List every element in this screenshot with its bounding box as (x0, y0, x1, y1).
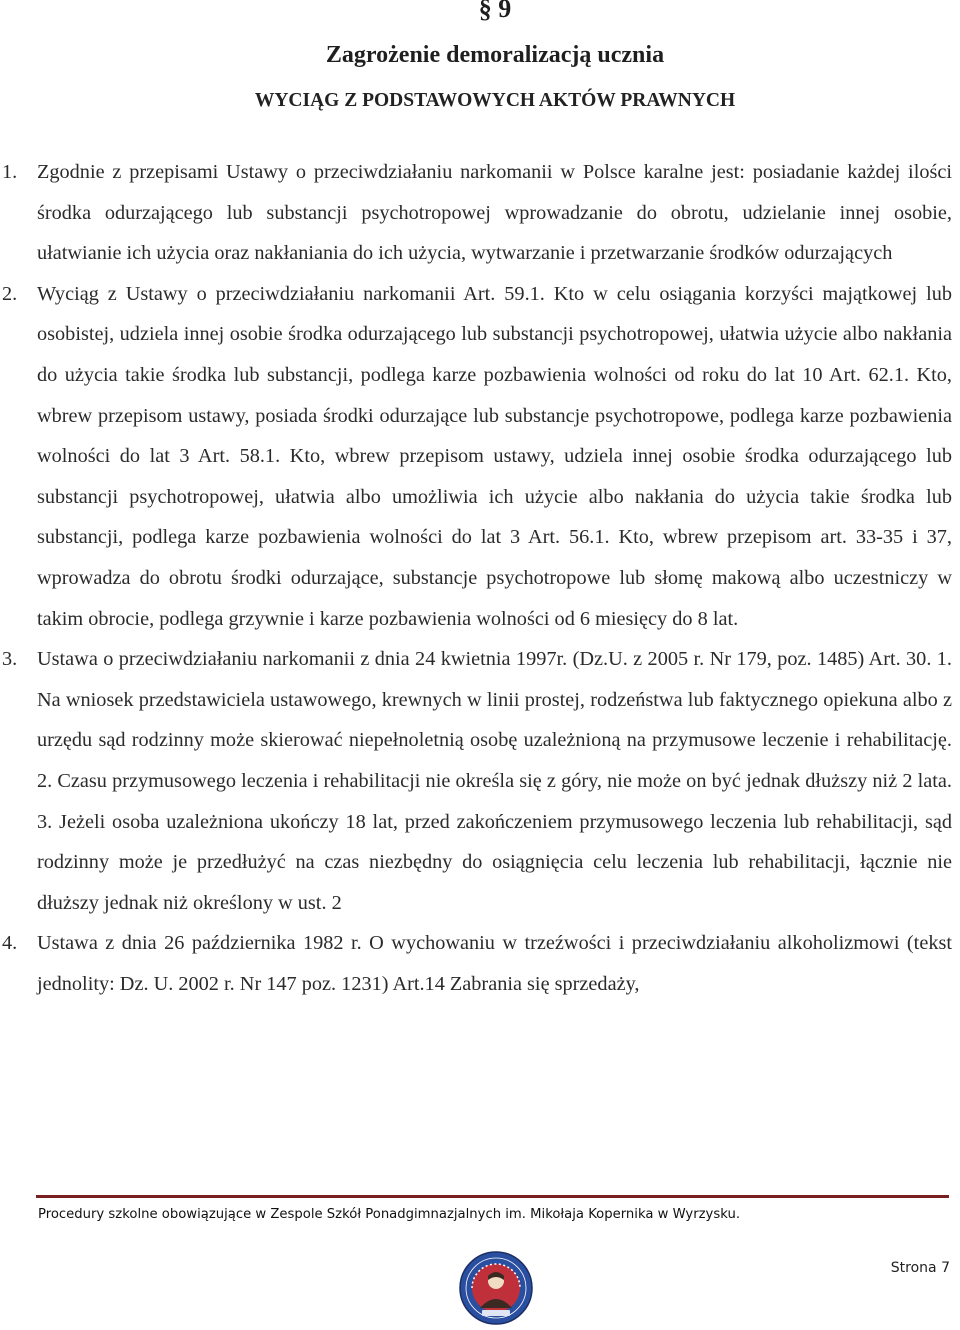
list-item-number: 3. (2, 648, 18, 671)
list-item-number: 1. (2, 161, 18, 183)
document-body (0, 152, 952, 1004)
list-item-text: Ustawa z dnia 26 października 1982 r. O wychowaniu w trzeźwości i przeciwdziałaniu alkoholizmowi (tekst jednolity: Dz. U. 2002 r. Nr 147 poz. 1231) Art.14 Zabrania się sprzedaży, (37, 932, 952, 995)
list-item-number: 2. (2, 282, 18, 305)
list-item (0, 152, 952, 274)
footer-text: Procedury szkolne obowiązujące w Zespole Szkół Ponadgimnazjalnych im. Mikołaja Kopernika w Wyrzysku. (38, 1207, 741, 1222)
school-seal-icon (458, 1250, 534, 1326)
section-number: § 9 (478, 0, 512, 23)
page-title: Zagrożenie demoralizacją ucznia (325, 42, 665, 68)
page-subtitle: WYCIĄG Z PODSTAWOWYCH AKTÓW PRAWNYCH (254, 90, 736, 111)
page-number: Strona 7 (890, 1260, 950, 1276)
list-item-text: Wyciąg z Ustawy o przeciwdziałaniu narkomanii Art. 59.1. Kto w celu osiągania korzyści majątkowej lub osobistej, udziela innej osobie środka odurzającego lub substancji psychotropowej, ułatwia użycie albo nakłania do użycia takie środka lub substancji, podlega karze pozbawienia wolności od roku do lat 10 Art. 62.1. Kto, wbrew przepisom ustawy, posiada środki odurzające lub substancje psychotropowe, podlega karze pozbawienia wolności do lat 3 Art. 58.1. Kto, wbrew przepisom ustawy, udziela innej osobie środka odurzającego lub substancji psychotropowej, ułatwia albo umożliwia ich użycie albo nakłania do użycia takie środka lub substancji, podlega karze pozbawienia wolności do lat 3 Art. 56.1. Kto, wbrew przepisom art. 33-35 i 37, wprowadza do obrotu środki odurzające, substancje psychotropowe lub słomę makową albo uczestniczy w takim obrocie, podlega grzywnie i karze pozbawienia wolności od 6 miesięcy do 8 lat. (37, 282, 952, 630)
list-item-text: Zgodnie z przepisami Ustawy o przeciwdziałaniu narkomanii w Polsce karalne jest: posiadanie każdej ilości środka odurzającego lub substancji psychotropowej wprowadzanie do obrotu, udzielanie innej osobie, ułatwianie ich użycia oraz nakłaniania do ich użycia, wytwarzanie i przetwarzanie środków odurzających (37, 161, 952, 265)
footer-divider (36, 1195, 949, 1198)
list-item (0, 274, 952, 639)
list-item (0, 923, 952, 1004)
list-item (0, 639, 952, 923)
list-item-text: Ustawa o przeciwdziałaniu narkomanii z dnia 24 kwietnia 1997r. (Dz.U. z 2005 r. Nr 179, poz. 1485) Art. 30. 1. Na wniosek przedstawiciela ustawowego, krewnych w linii prostej, rodzeństwa lub faktycznego opiekuna albo z urzędu sąd rodzinny może skierować niepełnoletnią osobę uzależnioną na przymusowe leczenie i rehabilitację. 2. Czasu przymusowego leczenia i rehabilitacji nie określa się z góry, nie może on być jednak dłuższy niż 2 lata. 3. Jeżeli osoba uzależniona ukończy 18 lat, przed zakończeniem przymusowego leczenia lub rehabilitacji, sąd rodzinny może je przedłużyć na czas niezbędny do osiągnięcia celu leczenia lub rehabilitacji, łącznie nie dłuższy jednak niż określony w ust. 2 (37, 648, 952, 914)
list-item-number: 4. (2, 932, 18, 955)
